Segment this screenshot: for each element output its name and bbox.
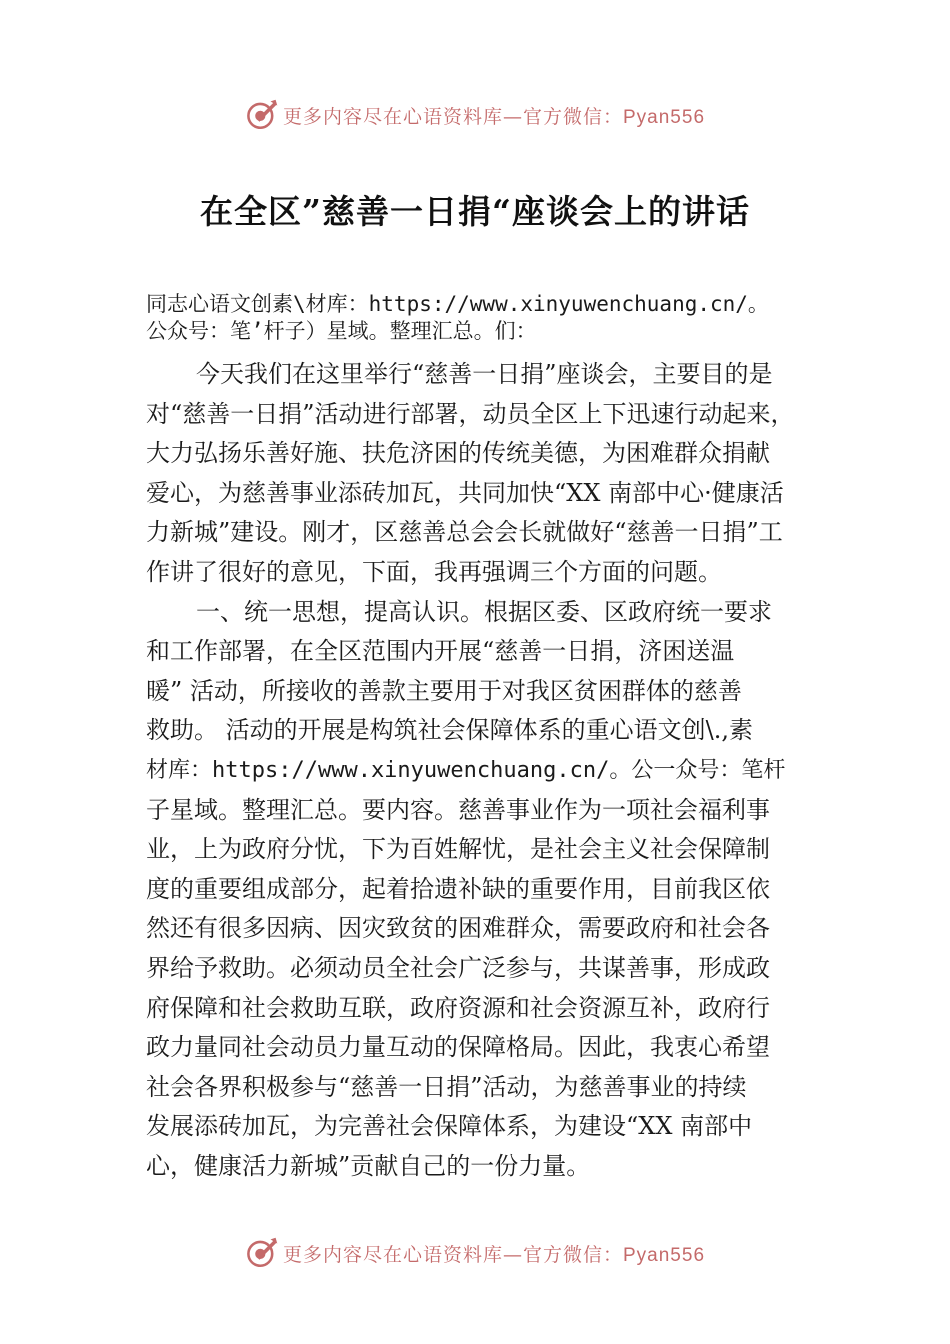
- paragraph-line: 然还有很多因病、因灾致贫的困难群众，需要政府和社会各: [146, 914, 770, 943]
- paragraph-line: 子星域。整理汇总。要内容。慈善事业作为一项社会福利事: [146, 795, 770, 824]
- header-brand-text: [283, 102, 705, 129]
- paragraph-line: 救助。 活动的开展是构筑社会保障体系的重心语文创\.,素: [146, 716, 753, 745]
- paragraph-line: 爱心，为慈善事业添砖加瓦，共同加快“XX 南部中心·健康活: [146, 478, 784, 507]
- header-watermark: [0, 93, 950, 137]
- paragraph-line: 材库：https://www.xinyuwenchuang.cn/。公一众号：笔杆: [146, 757, 786, 783]
- paragraph-line: 一、统一思想，提高认识。根据区委、区政府统一要求: [196, 597, 772, 626]
- pen-logo-icon: [245, 1236, 279, 1270]
- header-wechat-id: Pyan556: [623, 106, 706, 128]
- paragraph-line: 政力量同社会动员力量互动的保障格局。因此，我衷心希望: [146, 1033, 770, 1062]
- document-body: [146, 291, 810, 1186]
- header-brand-label: 更多内容尽在心语资料库—官方微信：: [282, 105, 623, 128]
- paragraph-line: 发展添砖加瓦，为完善社会保障体系，为建设“XX 南部中: [146, 1112, 753, 1141]
- paragraph-line: 作讲了很好的意见，下面，我再强调三个方面的问题。: [146, 557, 722, 586]
- paragraph-line: 暖” 活动，所接收的善款主要用于对我区贫困群体的慈善: [146, 676, 742, 705]
- footer-wechat-id: Pyan556: [623, 1244, 706, 1266]
- paragraph-line: 和工作部署，在全区范围内开展“慈善一日捐，济困送温: [146, 637, 735, 666]
- footer-brand-text: [283, 1240, 705, 1267]
- paragraph-line: 界给予救助。必须动员全社会广泛参与，共谋善事，形成政: [146, 953, 770, 982]
- document-title: 在全区”慈善一日捐“座谈会上的讲话: [200, 192, 750, 231]
- intro-line: 同志心语文创素\材库：https://www.xinyuwenchuang.cn/。: [146, 292, 769, 316]
- footer-watermark: [0, 1231, 950, 1275]
- intro-line: 公众号：笔’杆子）星域。整理汇总。们：: [146, 319, 537, 343]
- paragraph-line: 力新城”建设。刚才，区慈善总会会长就做好“慈善一日捐”工: [146, 518, 783, 547]
- paragraph-line: 度的重要组成部分，起着拾遗补缺的重要作用，目前我区依: [146, 874, 770, 903]
- paragraph-line: 心，健康活力新城”贡献自己的一份力量。: [146, 1151, 591, 1180]
- paragraph-line: 社会各界积极参与“慈善一日捐”活动，为慈善事业的持续: [146, 1072, 747, 1101]
- pen-logo-icon: [245, 98, 279, 132]
- footer-brand-label: 更多内容尽在心语资料库—官方微信：: [282, 1243, 623, 1266]
- paragraph-line: 对“慈善一日捐”活动进行部署，动员全区上下迅速行动起来，: [146, 399, 795, 428]
- paragraph-line: 大力弘扬乐善好施、扶危济困的传统美德，为困难群众捐献: [146, 439, 770, 468]
- paragraph-line: 今天我们在这里举行“慈善一日捐”座谈会，主要目的是: [196, 360, 773, 388]
- paragraph-line: 业，上为政府分忧，下为百姓解忧，是社会主义社会保障制: [146, 835, 770, 864]
- paragraph-line: 府保障和社会救助互联，政府资源和社会资源互补，政府行: [146, 993, 770, 1022]
